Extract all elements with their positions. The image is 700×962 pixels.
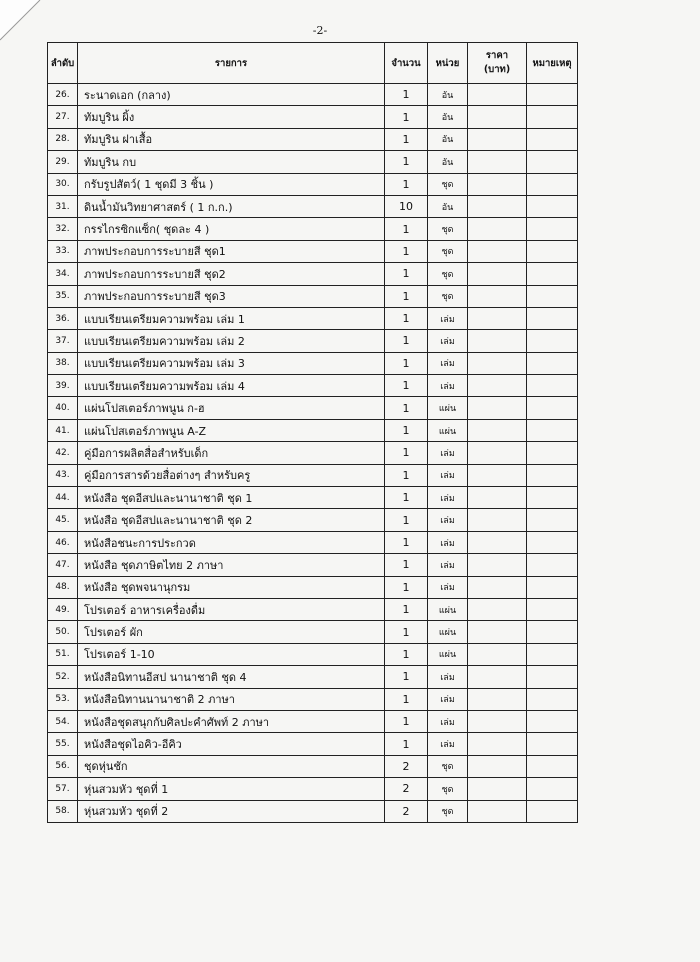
item-unit: เล่ม [428,307,468,329]
item-price [468,576,527,598]
item-remark [527,397,578,419]
table-row [48,352,578,374]
item-unit: อัน [428,128,468,150]
item-price [468,643,527,665]
item-unit: ชุด [428,218,468,240]
table-row [48,487,578,509]
row-number: 28. [48,128,78,150]
item-unit: ชุด [428,755,468,777]
item-unit: แผ่น [428,621,468,643]
item-price [468,598,527,620]
row-number: 27. [48,106,78,128]
row-number: 29. [48,151,78,173]
item-name: ภาพประกอบการระบายสี ชุด2 [78,263,385,285]
item-unit: ชุด [428,800,468,822]
item-price [468,195,527,217]
page-number: -2- [312,24,328,37]
item-remark [527,352,578,374]
table-row [48,151,578,173]
row-number: 36. [48,307,78,329]
item-name: ทัมบูริน ผิ้ง [78,106,385,128]
row-number: 45. [48,509,78,531]
item-remark [527,419,578,441]
item-quantity: 1 [385,576,428,598]
item-unit: เล่ม [428,442,468,464]
table-row [48,509,578,531]
item-remark [527,710,578,732]
table-row [48,621,578,643]
item-price [468,733,527,755]
item-name: หุ่นสวมหัว ชุดที่ 1 [78,778,385,800]
item-unit: เล่ม [428,487,468,509]
item-remark [527,509,578,531]
item-name: คู่มือการสารด้วยสื่อต่างๆ สำหรับครู [78,464,385,486]
table-row [48,710,578,732]
item-name: ดินน้ำมันวิทยาศาสตร์ ( 1 ก.ก.) [78,195,385,217]
item-quantity: 1 [385,464,428,486]
item-price [468,285,527,307]
table-row [48,195,578,217]
item-unit: เล่ม [428,666,468,688]
table-row [48,778,578,800]
row-number: 52. [48,666,78,688]
item-price [468,531,527,553]
row-number: 39. [48,375,78,397]
item-price [468,509,527,531]
item-name: ภาพประกอบการระบายสี ชุด1 [78,240,385,262]
table-row [48,84,578,106]
item-unit: แผ่น [428,643,468,665]
item-name: ภาพประกอบการระบายสี ชุด3 [78,285,385,307]
item-unit: ชุด [428,778,468,800]
item-remark [527,106,578,128]
header-price-line1: ราคา [485,50,509,61]
row-number: 40. [48,397,78,419]
item-unit: เล่ม [428,375,468,397]
item-price [468,128,527,150]
table-row [48,218,578,240]
item-quantity: 1 [385,733,428,755]
item-unit: เล่ม [428,688,468,710]
header-price [468,43,527,84]
item-remark [527,464,578,486]
row-number: 58. [48,800,78,822]
table-row [48,576,578,598]
table-row [48,240,578,262]
item-remark [527,778,578,800]
item-unit: เล่ม [428,464,468,486]
item-remark [527,195,578,217]
item-name: ชุดหุ่นชัก [78,755,385,777]
item-price [468,106,527,128]
table-row [48,442,578,464]
item-price [468,621,527,643]
row-number: 54. [48,710,78,732]
item-remark [527,598,578,620]
item-name: แบบเรียนเตรียมความพร้อม เล่ม 4 [78,375,385,397]
table-row [48,688,578,710]
item-price [468,778,527,800]
table-row [48,643,578,665]
item-quantity: 1 [385,643,428,665]
item-quantity: 1 [385,285,428,307]
item-quantity: 1 [385,554,428,576]
item-remark [527,666,578,688]
item-name: หนังสือ ชุดพจนานุกรม [78,576,385,598]
row-number: 31. [48,195,78,217]
item-remark [527,487,578,509]
row-number: 55. [48,733,78,755]
item-name: หนังสือ ชุดภาษิตไทย 2 ภาษา [78,554,385,576]
table-row [48,375,578,397]
item-remark [527,218,578,240]
item-name: หนังสือ ชุดอีสปและนานาชาติ ชุด 2 [78,509,385,531]
item-quantity: 1 [385,151,428,173]
item-quantity: 10 [385,195,428,217]
row-number: 48. [48,576,78,598]
item-unit: ชุด [428,263,468,285]
item-name: หุ่นสวมหัว ชุดที่ 2 [78,800,385,822]
item-remark [527,84,578,106]
item-price [468,307,527,329]
row-number: 26. [48,84,78,106]
table-body [48,84,578,823]
row-number: 47. [48,554,78,576]
row-number: 49. [48,598,78,620]
table-row [48,598,578,620]
item-remark [527,442,578,464]
item-remark [527,531,578,553]
row-number: 46. [48,531,78,553]
item-table [47,42,578,823]
table-row [48,554,578,576]
item-price [468,173,527,195]
item-name: หนังสือนิทานอีสป นานาชาติ ชุด 4 [78,666,385,688]
item-name: แผ่นโปสเตอร์ภาพนูน ก-ฮ [78,397,385,419]
row-number: 38. [48,352,78,374]
item-name: กรับรูปสัตว์( 1 ชุดมี 3 ชิ้น ) [78,173,385,195]
item-price [468,666,527,688]
item-name: หนังสือชุดสนุกกับศิลปะคำศัพท์ 2 ภาษา [78,710,385,732]
table-row [48,173,578,195]
item-unit: ชุด [428,285,468,307]
item-price [468,151,527,173]
table-row [48,263,578,285]
header-qty: จำนวน [385,43,428,84]
item-unit: เล่ม [428,710,468,732]
item-unit: แผ่น [428,598,468,620]
item-name: หนังสือชุดไอคิว-อีคิว [78,733,385,755]
item-price [468,375,527,397]
item-remark [527,151,578,173]
row-number: 53. [48,688,78,710]
row-number: 43. [48,464,78,486]
item-unit: ชุด [428,240,468,262]
item-unit: ชุด [428,173,468,195]
table-row [48,397,578,419]
item-price [468,330,527,352]
item-price [468,397,527,419]
item-unit: อัน [428,106,468,128]
item-name: หนังสือนิทานนานาชาติ 2 ภาษา [78,688,385,710]
item-quantity: 1 [385,330,428,352]
item-name: หนังสือชนะการประกวด [78,531,385,553]
header-item: รายการ [78,43,385,84]
item-name: แบบเรียนเตรียมความพร้อม เล่ม 3 [78,352,385,374]
item-unit: อัน [428,151,468,173]
item-price [468,800,527,822]
item-quantity: 2 [385,778,428,800]
table-row [48,800,578,822]
header-no: ลำดับ [48,43,78,84]
item-name: แบบเรียนเตรียมความพร้อม เล่ม 1 [78,307,385,329]
item-quantity: 1 [385,509,428,531]
row-number: 35. [48,285,78,307]
item-quantity: 1 [385,307,428,329]
item-quantity: 1 [385,173,428,195]
item-name: หนังสือ ชุดอีสปและนานาชาติ ชุด 1 [78,487,385,509]
item-quantity: 1 [385,240,428,262]
item-price [468,218,527,240]
header-remark: หมายเหตุ [527,43,578,84]
table-row [48,285,578,307]
item-name: โปรเตอร์ 1-10 [78,643,385,665]
item-quantity: 1 [385,598,428,620]
item-name: ทัมบูริน ฝาเสื้อ [78,128,385,150]
row-number: 51. [48,643,78,665]
item-price [468,419,527,441]
item-unit: เล่ม [428,576,468,598]
item-quantity: 1 [385,531,428,553]
item-price [468,84,527,106]
table-row [48,330,578,352]
item-price [468,464,527,486]
table-row [48,755,578,777]
item-quantity: 1 [385,263,428,285]
item-remark [527,554,578,576]
row-number: 42. [48,442,78,464]
row-number: 32. [48,218,78,240]
item-price [468,442,527,464]
item-remark [527,128,578,150]
item-remark [527,621,578,643]
item-name: กรรไกรซิกแซ็ก( ชุดละ 4 ) [78,218,385,240]
table-row [48,666,578,688]
item-remark [527,800,578,822]
item-name: คู่มือการผลิตสื่อสำหรับเด็ก [78,442,385,464]
item-unit: แผ่น [428,397,468,419]
item-remark [527,173,578,195]
item-quantity: 1 [385,710,428,732]
item-unit: อัน [428,195,468,217]
item-remark [527,263,578,285]
row-number: 30. [48,173,78,195]
item-name: โปรเตอร์ อาหารเครื่องดื่ม [78,598,385,620]
row-number: 37. [48,330,78,352]
item-price [468,263,527,285]
table-row [48,128,578,150]
item-price [468,755,527,777]
item-price [468,554,527,576]
item-quantity: 1 [385,84,428,106]
item-quantity: 1 [385,106,428,128]
header-unit: หน่วย [428,43,468,84]
item-remark [527,240,578,262]
item-quantity: 1 [385,397,428,419]
item-quantity: 1 [385,442,428,464]
item-remark [527,643,578,665]
item-remark [527,330,578,352]
item-remark [527,285,578,307]
row-number: 34. [48,263,78,285]
item-quantity: 2 [385,755,428,777]
item-unit: เล่ม [428,554,468,576]
item-quantity: 1 [385,375,428,397]
row-number: 33. [48,240,78,262]
item-quantity: 1 [385,352,428,374]
item-quantity: 1 [385,128,428,150]
row-number: 41. [48,419,78,441]
item-price [468,710,527,732]
item-unit: เล่ม [428,733,468,755]
item-unit: อัน [428,84,468,106]
item-price [468,487,527,509]
row-number: 44. [48,487,78,509]
item-remark [527,307,578,329]
table-row [48,419,578,441]
item-quantity: 1 [385,218,428,240]
item-quantity: 1 [385,621,428,643]
item-price [468,240,527,262]
item-quantity: 1 [385,419,428,441]
item-quantity: 1 [385,688,428,710]
item-name: โปรเตอร์ ผัก [78,621,385,643]
table-header-row [48,43,578,84]
item-remark [527,733,578,755]
item-unit: เล่ม [428,531,468,553]
row-number: 50. [48,621,78,643]
row-number: 56. [48,755,78,777]
item-name: ทัมบูริน กบ [78,151,385,173]
item-quantity: 1 [385,487,428,509]
item-unit: แผ่น [428,419,468,441]
item-name: แผ่นโปสเตอร์ภาพนูน A-Z [78,419,385,441]
table-row [48,733,578,755]
table-row [48,307,578,329]
item-remark [527,755,578,777]
table-row [48,106,578,128]
item-unit: เล่ม [428,330,468,352]
item-remark [527,688,578,710]
item-price [468,688,527,710]
item-price [468,352,527,374]
item-name: ระนาดเอก (กลาง) [78,84,385,106]
item-unit: เล่ม [428,352,468,374]
item-quantity: 2 [385,800,428,822]
item-name: แบบเรียนเตรียมความพร้อม เล่ม 2 [78,330,385,352]
table-row [48,531,578,553]
item-unit: เล่ม [428,509,468,531]
header-price-line2: (บาท) [483,64,511,75]
item-remark [527,576,578,598]
item-quantity: 1 [385,666,428,688]
table-row [48,464,578,486]
row-number: 57. [48,778,78,800]
item-remark [527,375,578,397]
